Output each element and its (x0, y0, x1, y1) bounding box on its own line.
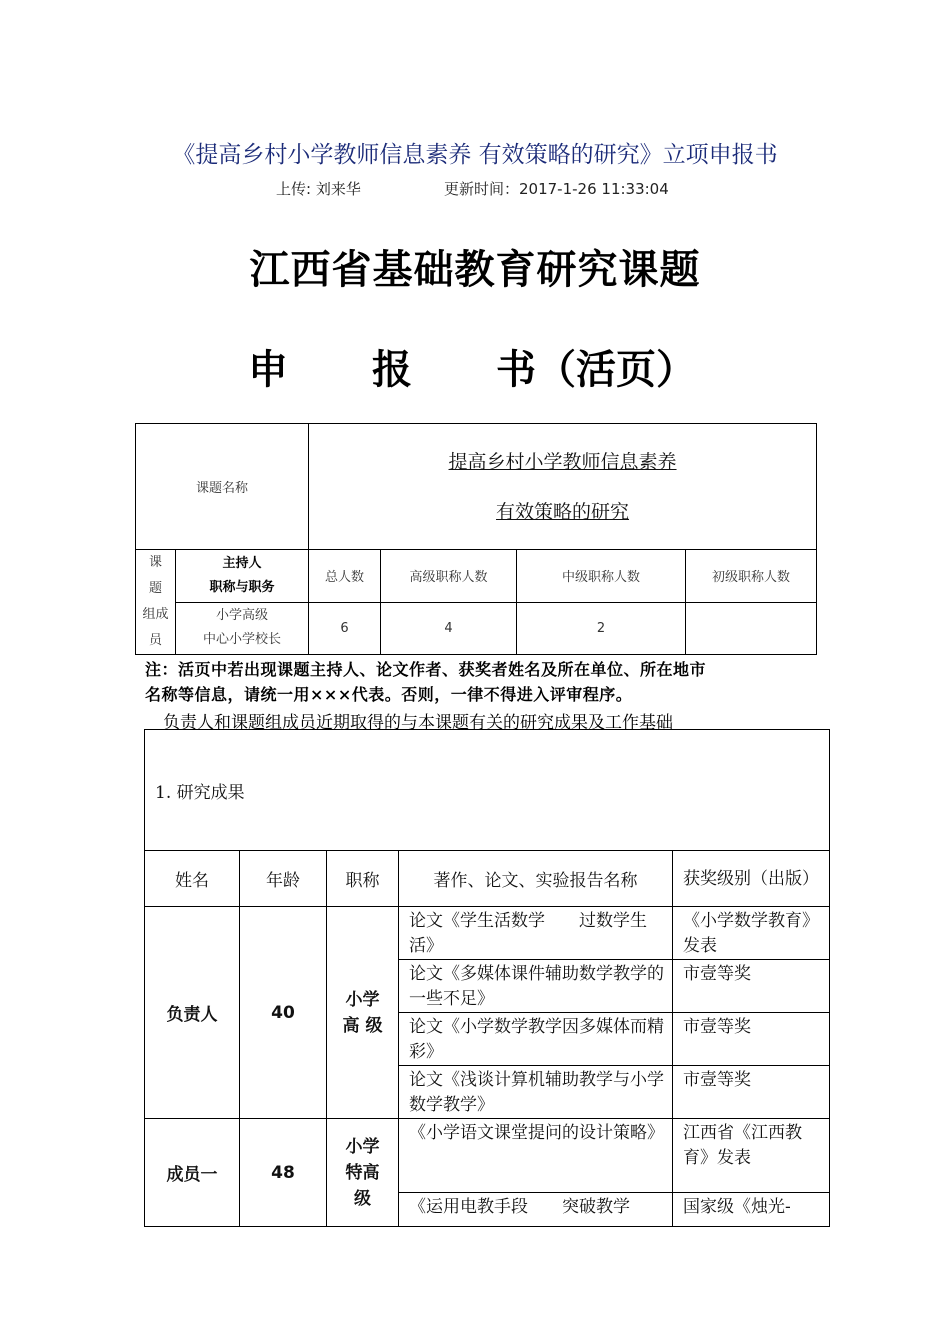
project-name-line-2: 有效策略的研究 (496, 500, 630, 523)
sub-heading-part-3: 书（活页） (496, 346, 696, 393)
leader-title-2: 高 级 (342, 1015, 383, 1036)
host-value-1: 小学高级 (216, 608, 269, 624)
member1-work-1: 《小学语文课堂提问的设计策略》 (399, 1119, 673, 1193)
group-members-label (136, 550, 176, 655)
leader-award-1: 《小学数学教育》发表 (673, 907, 830, 960)
middle-count-value: 2 (517, 602, 686, 655)
header-works: 著作、论文、实验报告名称 (399, 851, 673, 907)
group-label-4: 员 (148, 633, 162, 648)
leader-work-3: 论文《小学数学教学因多媒体而精彩》 (399, 1013, 673, 1066)
group-label-1: 课 (148, 555, 162, 570)
member1-title-3: 级 (354, 1188, 371, 1209)
member1-title-1: 小学 (345, 1136, 380, 1157)
leader-award-2: 市壹等奖 (673, 960, 830, 1013)
header-age: 年龄 (240, 851, 327, 907)
main-heading: 江西省基础教育研究课题 (249, 246, 701, 293)
host-title-header (176, 550, 309, 603)
member1-award-2: 国家级《烛光- (673, 1193, 830, 1227)
note-line-2: 名称等信息，请统一用×××代表。否则，一律不得进入评审程序。 (145, 685, 633, 704)
leader-award-4: 市壹等奖 (673, 1066, 830, 1119)
host-label-2: 职称与职务 (209, 579, 275, 595)
host-label-1: 主持人 (222, 555, 262, 571)
group-label-2: 题 (148, 581, 162, 596)
member1-name: 成员一 (145, 1119, 240, 1227)
group-label-3: 组成 (142, 607, 169, 622)
host-title-value (176, 602, 309, 655)
leader-work-4: 论文《浅谈计算机辅助教学与小学数学教学》 (399, 1066, 673, 1119)
leader-title (327, 907, 399, 1119)
member1-award-1: 江西省《江西教育》发表 (673, 1119, 830, 1193)
project-name-cell (309, 424, 817, 550)
header-award: 获奖级别（出版） (673, 851, 830, 907)
header-title: 职称 (327, 851, 399, 907)
sub-heading-part-1: 申 (248, 346, 288, 393)
member1-title (327, 1119, 399, 1227)
project-info-table (135, 423, 817, 655)
project-name-line-1: 提高乡村小学教师信息素养 (448, 450, 677, 473)
senior-count-value: 4 (381, 602, 517, 655)
research-results-table (144, 729, 830, 1227)
host-value-2: 中心小学校长 (203, 632, 282, 648)
header-name: 姓名 (145, 851, 240, 907)
note-line-1: 注：活页中若出现课题主持人、论文作者、获奖者姓名及所在单位、所在地市 (145, 660, 707, 679)
project-name-label: 课题名称 (136, 424, 309, 550)
leader-work-1: 论文《学生活数学 过数学生活》 (399, 907, 673, 960)
total-count-header: 总人数 (309, 550, 381, 603)
middle-count-header: 中级职称人数 (517, 550, 686, 603)
member1-work-2: 《运用电教手段 突破教学 (399, 1193, 673, 1227)
total-count-value: 6 (309, 602, 381, 655)
junior-count-value (686, 602, 817, 655)
document-title: 《提高乡村小学教师信息素养 有效策略的研究》立项申报书 (172, 142, 778, 168)
leader-title-1: 小学 (345, 989, 380, 1010)
uploader-text: 上传: 刘来华 (276, 180, 361, 198)
senior-count-header: 高级职称人数 (381, 550, 517, 603)
leader-name: 负责人 (145, 907, 240, 1119)
leader-award-3: 市壹等奖 (673, 1013, 830, 1066)
leader-age: 40 (240, 907, 327, 1119)
member1-title-2: 特高 (345, 1162, 380, 1183)
member1-age: 48 (240, 1119, 327, 1227)
section-research-results: 1. 研究成果 (145, 730, 830, 851)
sub-heading-part-2: 报 (372, 346, 412, 393)
results-caption: 负责人和课题组成员近期取得的与本课题有关的研究成果及工作基础 (163, 713, 673, 733)
update-time-text: 更新时间：2017-1-26 11:33:04 (444, 180, 669, 198)
junior-count-header: 初级职称人数 (686, 550, 817, 603)
leader-work-2: 论文《多媒体课件辅助数学教学的一些不足》 (399, 960, 673, 1013)
